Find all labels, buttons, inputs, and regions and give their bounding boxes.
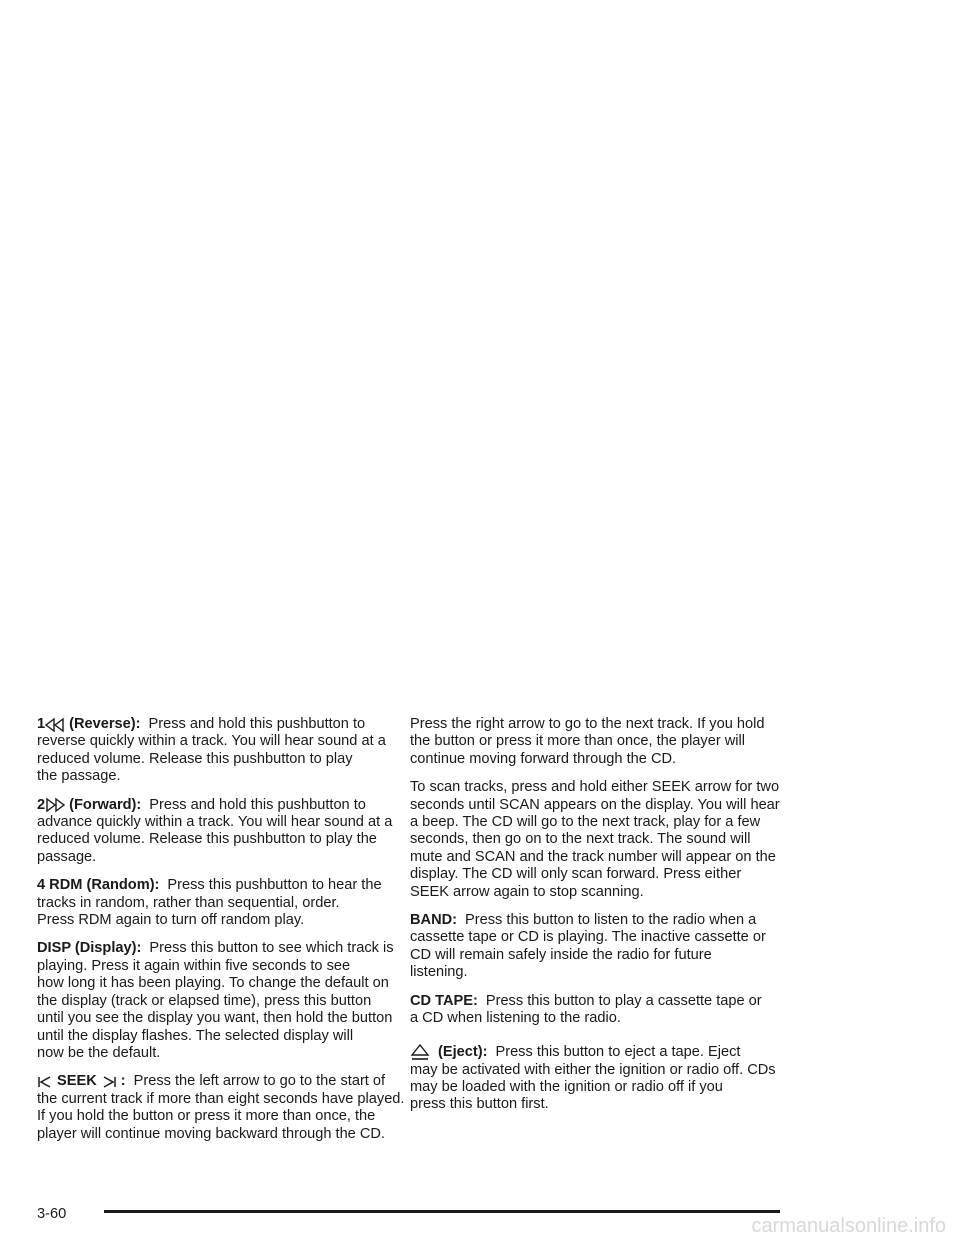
eject-icon xyxy=(410,1044,430,1062)
random-paragraph xyxy=(37,877,412,929)
random-lead-line xyxy=(37,877,412,894)
scan-line: seconds until SCAN appears on the display. You will hear xyxy=(410,796,780,813)
seek-right-icon xyxy=(101,1075,117,1089)
forward-line: reduced volume. Release this pushbutton to play the xyxy=(37,831,377,848)
cd-tape-paragraph xyxy=(410,993,785,1028)
seek-forward-line: Press the right arrow to go to the next track. If you hold xyxy=(410,716,765,732)
display-line: Press this button to see which track is xyxy=(149,940,394,957)
seek-forward-line: continue moving forward through the CD. xyxy=(410,750,677,767)
eject-first-line: Press this button to eject a tape. Eject xyxy=(495,1043,741,1060)
seek-forward-line: the button or press it more than once, the player will xyxy=(410,733,746,750)
display-line: now be the default. xyxy=(37,1044,161,1061)
display-line: the display (track or elapsed time), press this button xyxy=(37,992,372,1009)
cd-tape-line: Press this button to play a cassette tape or xyxy=(485,992,762,1009)
band-term: BAND: xyxy=(410,912,458,929)
reverse-line: the passage. xyxy=(37,768,121,785)
display-line: playing. Press it again within five seconds to see xyxy=(37,957,351,974)
scan-line: To scan tracks, press and hold either SEEK arrow for two xyxy=(410,779,780,796)
eject-line: may be loaded with the ignition or radio off if you xyxy=(410,1078,723,1095)
band-paragraph xyxy=(410,912,785,982)
seek-forward-paragraph xyxy=(410,716,785,768)
watermark: carmanualsonline.info xyxy=(751,1215,946,1237)
seek-line: If you hold the button or press it more than once, the xyxy=(37,1108,376,1125)
footer-rule xyxy=(104,1210,780,1213)
seek-lead-line xyxy=(37,1073,412,1090)
seek-paragraph xyxy=(37,1073,412,1143)
reverse-lead-line xyxy=(37,716,412,733)
seek-colon: : xyxy=(120,1073,126,1090)
random-term: 4 RDM (Random): xyxy=(37,877,160,894)
eject-term: (Eject): xyxy=(438,1043,488,1060)
reverse-line: reverse quickly within a track. You will hear sound at a xyxy=(37,733,386,750)
cd-tape-lead-line xyxy=(410,993,785,1010)
forward-term: (Forward): xyxy=(69,796,142,813)
eject-line: press this button first. xyxy=(410,1096,549,1113)
seek-line: player will continue moving backward through the CD. xyxy=(37,1125,385,1142)
seek-term: SEEK xyxy=(57,1073,97,1090)
scan-paragraph xyxy=(410,779,785,901)
scan-line: seconds, then go on to the next track. The sound will xyxy=(410,831,751,848)
cd-tape-line: a CD when listening to the radio. xyxy=(410,1010,621,1027)
forward-number: 2 xyxy=(37,796,46,813)
reverse-first-line: Press and hold this pushbutton to xyxy=(148,716,366,732)
scan-line: SEEK arrow again to stop scanning. xyxy=(410,883,644,900)
forward-paragraph xyxy=(37,797,412,867)
random-line: tracks in random, rather than sequential, order. xyxy=(37,894,340,911)
scan-line: display. The CD will only scan forward. Press either xyxy=(410,866,742,883)
forward-lead-line xyxy=(37,797,412,814)
display-line: until the display flashes. The selected display will xyxy=(37,1027,354,1044)
display-line: how long it has been playing. To change the default on xyxy=(37,975,389,992)
right-column xyxy=(410,716,785,1125)
reverse-icon xyxy=(45,717,65,733)
band-line: Press this button to listen to the radio when a xyxy=(465,912,757,929)
forward-line: passage. xyxy=(37,848,97,865)
display-line: until you see the display you want, then hold the button xyxy=(37,1010,393,1027)
eject-lead-line xyxy=(410,1044,785,1062)
reverse-number: 1 xyxy=(37,716,46,732)
seek-left-icon xyxy=(37,1075,53,1089)
random-line: Press RDM again to turn off random play. xyxy=(37,912,305,929)
scan-line: mute and SCAN and the track number will appear on the xyxy=(410,848,776,865)
page-number: 3-60 xyxy=(37,1206,67,1222)
reverse-paragraph xyxy=(37,716,412,786)
reverse-line: reduced volume. Release this pushbutton to play xyxy=(37,750,353,767)
display-lead-line xyxy=(37,940,412,957)
forward-first-line: Press and hold this pushbutton to xyxy=(149,796,366,813)
display-term: DISP (Display): xyxy=(37,940,142,957)
scan-line: a beep. The CD will go to the next track, play for a few xyxy=(410,814,761,831)
band-line: listening. xyxy=(410,964,468,981)
display-paragraph xyxy=(37,940,412,1062)
reverse-term: (Reverse): xyxy=(69,716,141,732)
random-line: Press this pushbutton to hear the xyxy=(167,877,382,894)
band-line: cassette tape or CD is playing. The inactive cassette or xyxy=(410,929,766,946)
band-line: CD will remain safely inside the radio for future xyxy=(410,946,712,963)
band-lead-line xyxy=(410,912,785,929)
seek-first-line: Press the left arrow to go to the start of xyxy=(133,1073,386,1090)
forward-icon xyxy=(45,797,65,813)
eject-paragraph xyxy=(410,1044,785,1114)
eject-line: may be activated with either the ignition or radio off. CDs xyxy=(410,1061,776,1078)
forward-line: advance quickly within a track. You will hear sound at a xyxy=(37,814,393,831)
cd-tape-term: CD TAPE: xyxy=(410,992,478,1009)
left-column xyxy=(37,716,412,1154)
seek-line: the current track if more than eight seconds have played. xyxy=(37,1090,405,1107)
